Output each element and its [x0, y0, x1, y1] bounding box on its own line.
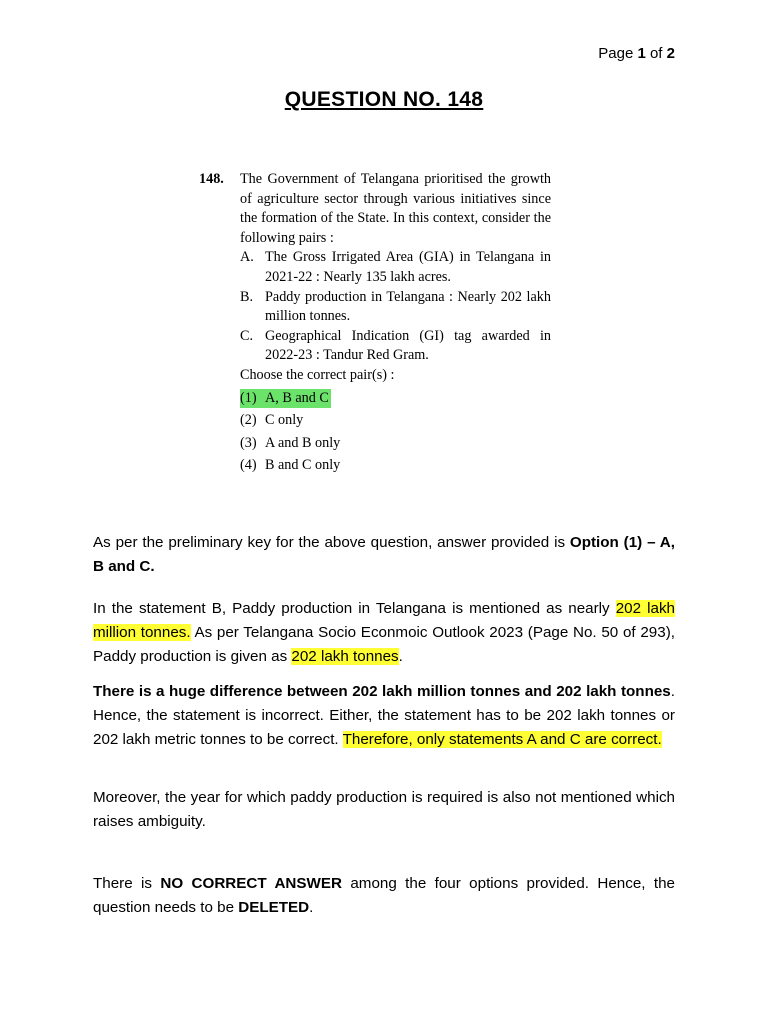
p3-highlight: Therefore, only statements A and C are correct.: [342, 731, 662, 748]
pair-label: C.: [240, 327, 254, 344]
p5-text-a: There is: [93, 875, 161, 892]
paragraph-ambiguity: Moreover, the year for which paddy production is required is also not mentioned which raises ambiguity.: [93, 789, 675, 830]
p5-bold-1: NO CORRECT ANSWER: [160, 875, 342, 892]
p3-text: . Hence, the statement is incorrect. Either, the statement has to be 202 lakh tonnes or 202 lakh metric tonnes to be correct.: [93, 683, 675, 748]
question-number: 148.: [199, 171, 224, 187]
paragraph-preliminary-key: [93, 531, 675, 579]
option-label: (2): [240, 412, 257, 429]
option-text: C only: [265, 412, 304, 429]
pair-text: Geographical Indication (GI) tag awarded in 2022-23 : Tandur Red Gram.: [265, 327, 551, 364]
p2-highlight-1: 202 lakh million tonnes.: [93, 600, 675, 641]
p5-bold-2: DELETED: [238, 899, 310, 916]
option-text: B and C only: [265, 457, 341, 474]
page-current: 1: [637, 45, 646, 62]
page-of: of: [645, 45, 667, 62]
p1-text: As per the preliminary key for the above question, answer provided is: [93, 534, 570, 551]
p1-option: Option (1) – A, B and C.: [93, 534, 675, 575]
option-2: [240, 411, 551, 431]
pair-text: Paddy production in Telangana : Nearly 202 lakh million tonnes.: [265, 288, 551, 325]
p2-highlight-2: 202 lakh tonnes: [291, 648, 399, 665]
p2-text-c: .: [398, 648, 403, 665]
pair-b: [240, 288, 551, 327]
p5-text-e: .: [309, 899, 314, 916]
option-label: (4): [240, 457, 257, 474]
p5-text-c: among the four options provided. Hence, the question needs to be: [93, 875, 675, 916]
question-prompt: Choose the correct pair(s) :: [240, 366, 395, 383]
pair-a: [240, 248, 551, 287]
paragraph-statement-b: [93, 597, 675, 669]
pair-text: The Gross Irrigated Area (GIA) in Telangana in 2021-22 : Nearly 135 lakh acres.: [265, 249, 551, 285]
pair-label: B.: [240, 288, 254, 305]
pair-c: [240, 327, 551, 366]
option-1: [240, 389, 331, 409]
page-title: QUESTION NO. 148: [284, 88, 484, 111]
pair-label: A.: [240, 249, 254, 266]
paragraph-conclusion: [93, 872, 675, 920]
page-label: Page: [598, 45, 638, 62]
p2-text-a: In the statement B, Paddy production in Telangana is mentioned as nearly: [93, 600, 616, 617]
page-number: [598, 45, 675, 62]
p2-text-b: As per Telangana Socio Econmoic Outlook 2023 (Page No. 50 of 293), Paddy production is given as: [93, 624, 675, 665]
page-total: 2: [666, 45, 675, 62]
option-text: A and B only: [265, 434, 341, 451]
option-3: [240, 434, 551, 454]
option-4: [240, 456, 551, 476]
option-label: (3): [240, 434, 257, 451]
paragraph-difference: [93, 680, 675, 752]
option-label: (1): [240, 389, 257, 406]
question-stem: The Government of Telangana prioritised the growth of agriculture sector through various initiatives since the formation of the State. In this context, consider the following pairs :: [240, 171, 551, 246]
option-text: A, B and C: [265, 389, 329, 406]
question-image: [199, 170, 551, 476]
p3-bold: There is a huge difference between 202 lakh million tonnes and 202 lakh tonnes: [93, 683, 671, 700]
